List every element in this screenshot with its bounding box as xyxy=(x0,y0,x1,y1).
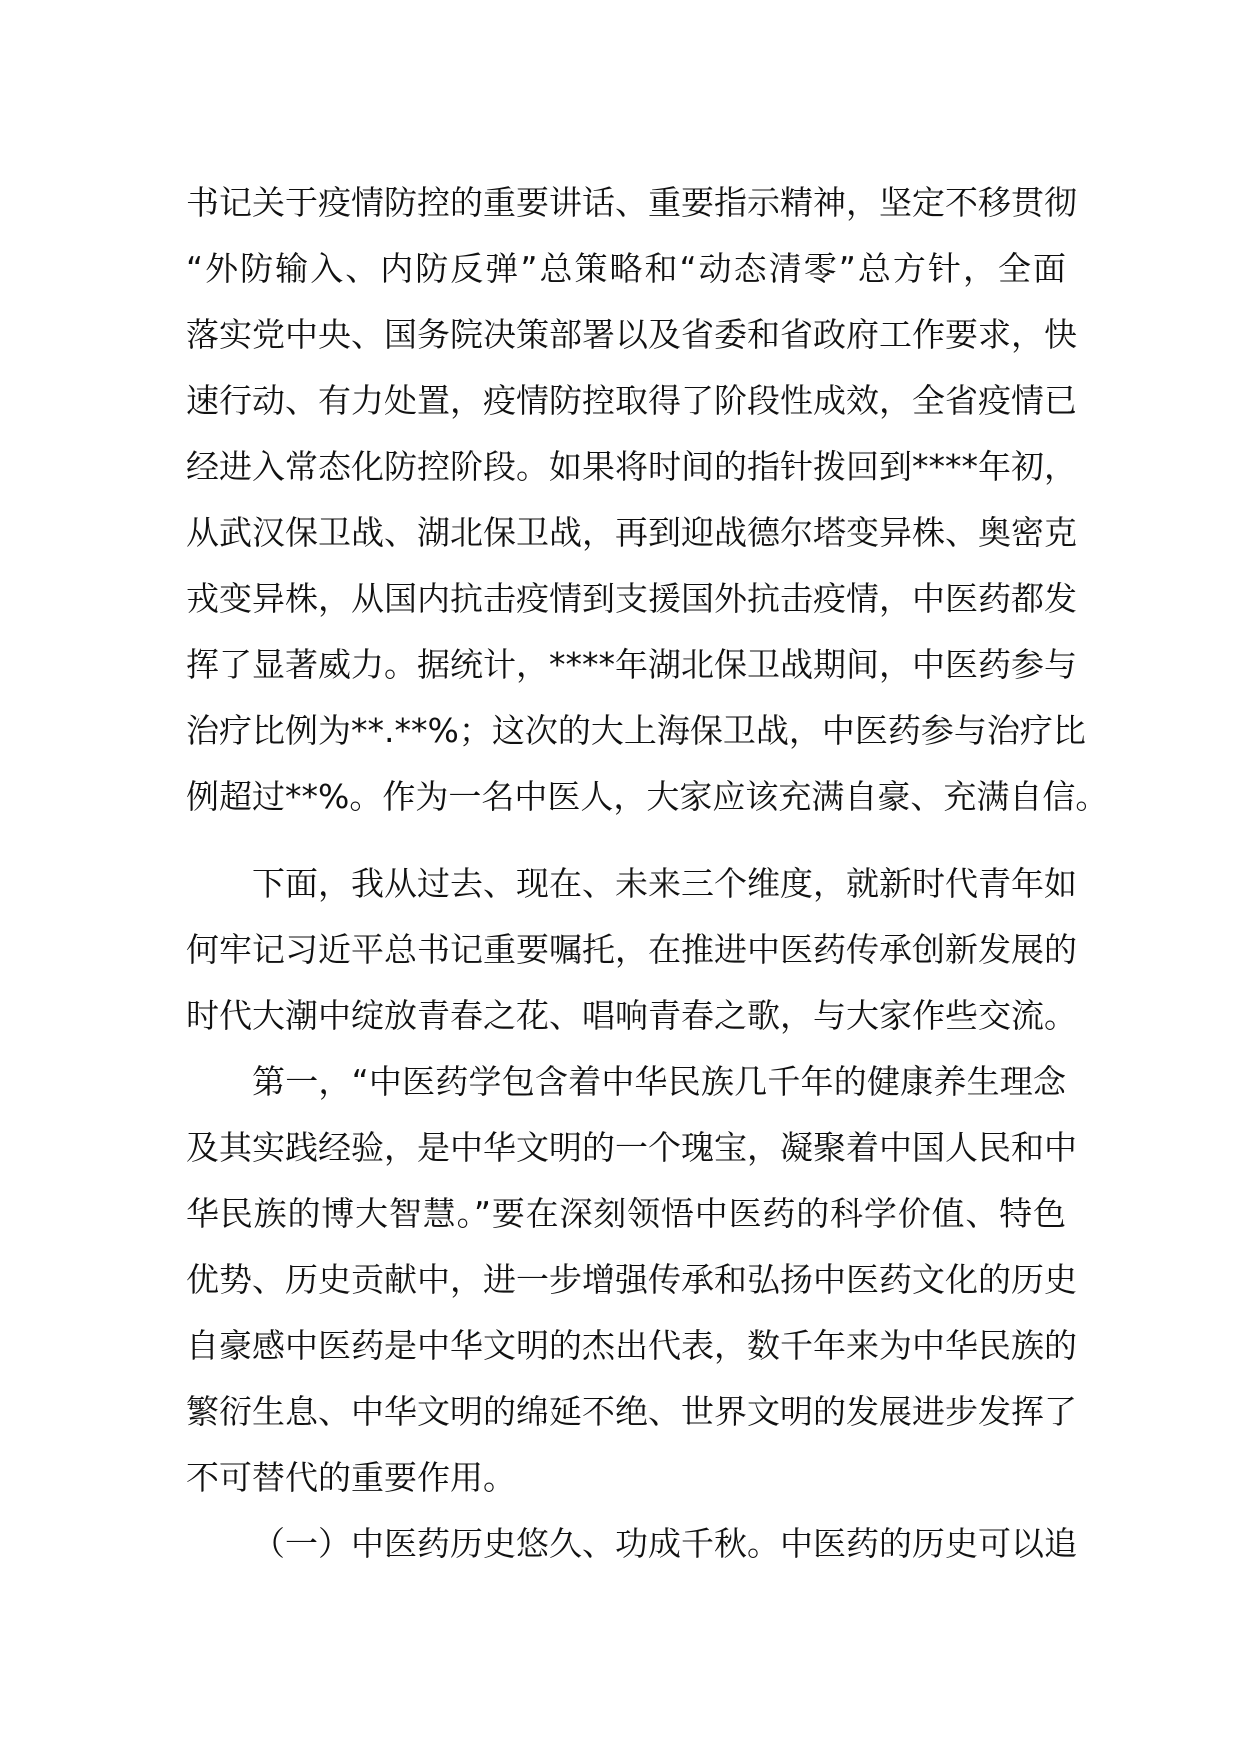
text-line: 时代大潮中绽放青春之花、唱响青春之歌，与大家作些交流。 xyxy=(186,996,1077,1035)
text-line: （一）中医药历史悠久、功成千秋。中医药的历史可以追 xyxy=(252,1524,1077,1563)
paragraph-first-point xyxy=(186,1049,1077,1511)
text-line: 挥了显著威力。据统计，****年湖北保卫战期间，中医药参与 xyxy=(186,645,1077,684)
text-line: 及其实践经验，是中华文明的一个瑰宝，凝聚着中国人民和中 xyxy=(186,1128,1077,1167)
text-line: 例超过**%。作为一名中医人，大家应该充满自豪、充满自信。 xyxy=(186,777,1109,816)
text-line: 华民族的博大智慧。”要在深刻领悟中医药的科学价值、特色 xyxy=(186,1194,1066,1233)
document-body xyxy=(186,170,1109,1577)
text-line: 优势、历史贡献中，进一步增强传承和弘扬中医药文化的历史 xyxy=(186,1260,1077,1299)
paragraph-three-dimensions xyxy=(186,851,1077,1049)
text-line: 繁衍生息、中华文明的绵延不绝、世界文明的发展进步发挥了 xyxy=(186,1392,1077,1431)
text-line: 治疗比例为**.**%；这次的大上海保卫战，中医药参与治疗比 xyxy=(186,711,1086,750)
paragraph-section-heading xyxy=(186,1511,1077,1577)
paragraph-epidemic-achievements xyxy=(186,170,1109,830)
text-line: 下面，我从过去、现在、未来三个维度，就新时代青年如 xyxy=(252,864,1077,903)
text-line: “外防输入、内防反弹”总策略和“动态清零”总方针，全面 xyxy=(186,249,1066,288)
text-line: 不可替代的重要作用。 xyxy=(186,1458,516,1497)
text-line: 自豪感中医药是中华文明的杰出代表，数千年来为中华民族的 xyxy=(186,1326,1077,1365)
text-line: 从武汉保卫战、湖北保卫战，再到迎战德尔塔变异株、奥密克 xyxy=(186,513,1077,552)
text-line: 何牢记习近平总书记重要嘱托，在推进中医药传承创新发展的 xyxy=(186,930,1077,969)
text-line: 速行动、有力处置，疫情防控取得了阶段性成效，全省疫情已 xyxy=(186,381,1077,420)
text-line: 戎变异株，从国内抗击疫情到支援国外抗击疫情，中医药都发 xyxy=(186,579,1077,618)
text-line: 落实党中央、国务院决策部署以及省委和省政府工作要求，快 xyxy=(186,315,1077,354)
text-line: 书记关于疫情防控的重要讲话、重要指示精神，坚定不移贯彻 xyxy=(186,183,1077,222)
text-line: 第一，“中医药学包含着中华民族几千年的健康养生理念 xyxy=(252,1062,1066,1101)
text-line: 经进入常态化防控阶段。如果将时间的指针拨回到****年初， xyxy=(186,447,1077,486)
